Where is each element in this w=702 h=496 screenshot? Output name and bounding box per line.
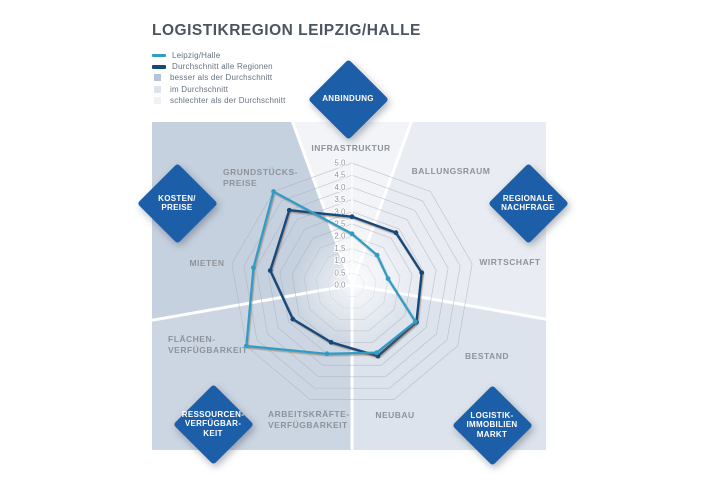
legend-item-schlechter [152, 95, 286, 106]
diamond-anbindung [320, 71, 377, 128]
tick-label: 0,0 [334, 280, 346, 290]
diamond-label [320, 71, 377, 128]
series-point-leipzig-halle [375, 253, 380, 258]
square-swatch-schlechter [154, 97, 161, 104]
series-point-durchschnitt [287, 208, 292, 213]
series-point-leipzig-halle [271, 189, 276, 194]
axis-label-line: VERFÜGBARKEIT [168, 344, 248, 355]
diamond-label [500, 175, 557, 232]
diamond-kosten-preise [149, 175, 206, 232]
series-point-leipzig-halle [251, 265, 256, 270]
axis-label-bestand [465, 351, 509, 362]
tick-label: 2,0 [334, 231, 346, 241]
diamond-regionale-nachfrage [500, 175, 557, 232]
axis-label-line: BALLUNGSRAUM [411, 165, 491, 176]
diamond-label [149, 175, 206, 232]
axis-label-line: GRUNDSTÜCKS- [223, 167, 298, 177]
tick-label: 1,0 [334, 256, 346, 266]
series-point-leipzig-halle [413, 319, 418, 324]
legend-label: Leipzig/Halle [172, 51, 221, 61]
axis-label-grundstueckspreise [223, 167, 298, 188]
diamond-label-line: IMMOBILIEN [466, 420, 518, 430]
legend-item-besser [152, 72, 286, 83]
diamond-label-line: VERFÜGBAR- [184, 419, 242, 429]
axis-label-neubau [375, 410, 414, 421]
square-swatch-im-durchschnitt [154, 86, 161, 93]
series-point-durchschnitt [350, 214, 355, 219]
legend-item-im-durchschnitt [152, 84, 286, 95]
series-point-leipzig-halle [374, 350, 379, 355]
page-title: LOGISTIKREGION LEIPZIG/HALLE [152, 22, 421, 39]
diamond-label-line: MARKT [476, 429, 508, 439]
legend-label: Durchschnitt alle Regionen [172, 62, 273, 72]
line-swatch-leipzig-halle [152, 54, 166, 58]
axis-label-line: ARBEITSKRÄFTE- [268, 409, 350, 419]
axis-label-line: WIRTSCHAFT [479, 256, 541, 267]
axis-label-line: VERFÜGBARKEIT [268, 419, 348, 430]
legend-item-durchschnitt [152, 61, 286, 72]
axis-label-line: FLÄCHEN- [168, 334, 216, 344]
series-point-durchschnitt [394, 230, 399, 235]
diamond-label-line: REGIONALE [502, 193, 554, 203]
axis-label-flaechen-verfuegbarkeit [168, 334, 248, 355]
line-swatch-durchschnitt [152, 65, 166, 69]
diamond-label [181, 396, 245, 453]
axis-label-mieten [189, 258, 224, 269]
diamond-label-line: KEIT [203, 428, 223, 438]
diamond-label-line: RESSOURCEN- [181, 409, 245, 419]
diamond-label-line: LOGISTIK- [470, 410, 514, 420]
legend-label: im Durchschnitt [170, 84, 229, 94]
axis-label-line: INFRASTRUKTUR [311, 142, 391, 153]
series-point-durchschnitt [329, 340, 334, 345]
legend-label: besser als der Durchschnitt [170, 73, 273, 83]
axis-label-line: BESTAND [465, 350, 509, 361]
axis-label-wirtschaft [479, 257, 540, 268]
diamond-logistik-immobilienmarkt [464, 397, 521, 454]
axis-label-line: PREISE [223, 177, 258, 188]
diamond-label-line: NACHFRAGE [501, 203, 555, 212]
diamond-label [464, 397, 521, 454]
tick-label: 2,5 [334, 219, 346, 229]
series-point-durchschnitt [419, 270, 424, 275]
legend [152, 50, 286, 106]
tick-label: 5,0 [334, 158, 346, 168]
legend-item-leipzig-halle [152, 50, 286, 61]
axis-label-line: MIETEN [189, 257, 225, 268]
diamond-ressourcen-verfuegbarkeit [181, 396, 245, 453]
series-point-leipzig-halle [386, 276, 391, 281]
axis-label-ballungsraum [412, 166, 491, 177]
axis-label-arbeitskraefte-verfuegbarkeit [268, 409, 350, 430]
legend-label: schlechter als der Durchschnitt [170, 95, 286, 105]
axis-label-infrastruktur [311, 143, 390, 154]
series-point-leipzig-halle [325, 351, 330, 356]
tick-label: 1,5 [334, 243, 346, 253]
diamond-label-line: ANBINDUNG [322, 94, 374, 104]
series-point-leipzig-halle [350, 231, 355, 236]
series-point-durchschnitt [290, 317, 295, 322]
tick-label: 3,5 [334, 195, 346, 205]
axis-label-line: NEUBAU [375, 409, 415, 420]
tick-label: 0,5 [334, 268, 346, 278]
diamond-label-line: PREISE [161, 203, 193, 212]
diamond-label-line: KOSTEN/ [158, 193, 196, 203]
tick-label: 3,0 [334, 207, 346, 217]
tick-label: 4,5 [334, 170, 346, 180]
tick-label: 4,0 [334, 182, 346, 192]
square-swatch-besser [154, 74, 161, 81]
series-point-durchschnitt [268, 268, 273, 273]
